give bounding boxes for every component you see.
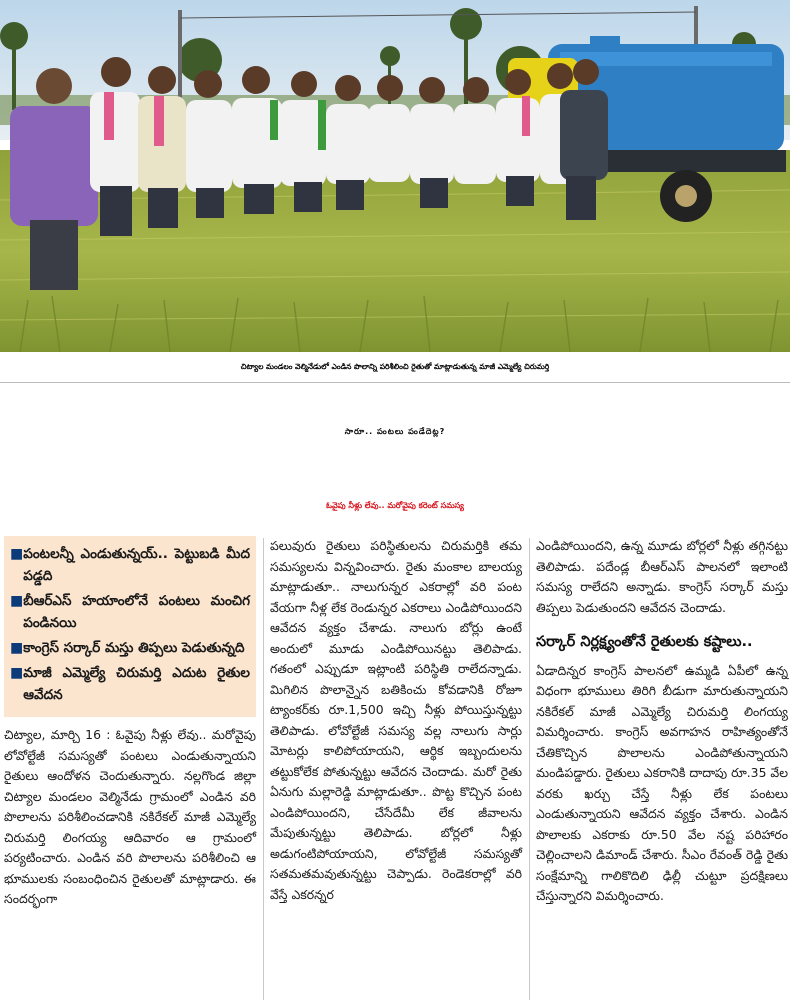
article-column-2 [270,536,522,905]
highlight-item [10,590,250,634]
article-paragraph: చిట్యాల, మార్చి 16 : ఓవైపు నీళ్లు లేవు.. మరోవైపు లోవోల్టేజీ సమస్యతో పంటలు ఎండుతున్నాయని రైతులు ఆందోళన చెందుతున్నారు. నల్లగొండ జిల్లా చిట్యాల మండలం వెల్మినేడు గ్రామంలో ఎండిన వరి పొలాలను పరిశీలించడానికి నకిరేకల్ మాజీ ఎమ్మెల్యే చిరుమర్తి లింగయ్య ఆదివారం ఆ గ్రామంలో పర్యటించారు. ఎండిన వరి పొలాలను పరిశీలించి ఆ భూములకు సంబంధించిన రైతులతో మాట్లాడారు. ఈ సందర్భంగా [4,727,256,906]
highlight-item [10,543,250,587]
article-paragraph: ఏడాదిన్నర కాంగ్రెస్ పాలనలో ఉమ్మడి ఏపీలో ఉన్న విధంగా భూములు తిరిగి బీడుగా మారుతున్నాయని నకిరేకల్ మాజీ ఎమ్మెల్యే చిరుమర్తి లింగయ్య విమర్శించారు. కాంగ్రెస్ అవగాహన రాహిత్యంతోనే చేతికొచ్చిన పొలాలను ఎండిపోతున్నాయని మండిపడ్డారు. రైతులు ఎకరానికి దాదాపు రూ.35 వేల వరకు ఖర్చు చేస్తే నీళ్లు లేక పంటలు ఎండుతున్నాయని ఆవేదన వ్యక్తం చేశారు. ఎండిన పొలాలకు ఎకరాకు రూ.50 వేల నష్ట పరిహారం చెల్లించాలని డిమాండ్ చేశారు. సీఎం రేవంత్ రెడ్డి రైతు సంక్షేమాన్ని గాలికొదిలి ఢిల్లీ చుట్టూ ప్రదక్షిణలు చేస్తున్నారని విమర్శించారు. [536,662,788,903]
article-column-3 [536,536,788,907]
bullet-icon: ■ [10,546,24,562]
highlight-item [10,662,250,706]
highlight-text: కాంగ్రెస్ సర్కార్ మస్తు తిప్పలు పెడుతున్నది [23,640,245,656]
section-subheading: సర్కార్ నిర్లక్ష్యంతోనే రైతులకు కష్టాలు.. [536,634,753,650]
sub-headline: ఓవైపు నీళ్లు లేవు.. మరోవైపు కరెంట్ సమస్య [326,500,464,510]
bullet-icon: ■ [10,665,24,681]
highlights-box [4,536,256,717]
column-divider [529,538,530,1000]
article-column-1 [4,536,256,910]
article-paragraph: పలువురు రైతులు పరిస్థితులను చిరుమర్తికి తమ సమస్యలను విన్నవించారు. రైతు మంకాల బాలయ్య మాట్లాడుతూ.. నాలుగున్నర ఎకరాల్లో వరి పంట వేయగా నీళ్ల లేక రెండున్నర ఎకరాలు ఎండిపోయిందని ఆవేదన వ్యక్తం చేశాడు. నాలుగు బోర్లు ఉంటే అందులో మూడు ఎండిపోయినట్టు తెలిపాడు. గతంలో ఎప్పుడూ ఇట్లాంటి పరిస్థితి రాలేదన్నాడు. మిగిలిన పొలాన్నైన బతికించు కోవడానికి రోజూ ట్యాంకర్‌కు రూ.1,500 ఇచ్చి నీళ్లు పోయిస్తున్నట్టు తెలిపాడు. లోవోల్టేజీ సమస్య వల్ల నాలుగు సార్లు మోటర్లు కాలిపోయాయని, ఆర్థిక ఇబ్బందులను తట్టుకోలేక పోతున్నట్టు ఆవేదన చెందాడు. మరో రైతు ఏనుగు మల్లారెడ్డి మాట్లాడుతూ.. పొట్ట కొచ్చిన పంట ఎండిపోయిందని, చేసేదేమీ లేక జీవాలను మేపుతున్నట్టు తెలిపాడు. బోర్లలో నీళ్లు అడుగంటిపోయాయని, లోవోల్టేజీ సమస్యతో సతమతమవుతున్నట్టు చెప్పాడు. రెండెకరాల్లో వరి వేస్తే ఎకరన్నర [270,538,522,902]
highlight-text: పంటలన్నీ ఎండుతున్నయ్.. పెట్టుబడి మీద పడ్డది [23,546,250,584]
news-photo [0,0,790,352]
bullet-icon: ■ [10,640,24,656]
photo-caption: చిట్యాల మండలం వెల్మినేడులో ఎండిన పొలాన్ని పరిశీలించి రైతుతో మాట్లాడుతున్న మాజీ ఎమ్మెల్యే చిరుమర్తి [0,352,790,383]
highlight-item [10,637,250,659]
highlight-text: మాజీ ఎమ్మెల్యే చిరుమర్తి ఎదుట రైతుల ఆవేదన [23,665,250,703]
column-divider [263,538,264,1000]
bullet-icon: ■ [10,593,24,609]
main-headline: సారూ.. పంటలు పండేదెట్ల? [344,426,446,436]
article-paragraph: ఎండిపోయిందని, ఉన్న మూడు బోర్లలో నీళ్లు తగ్గినట్టు తెలిపాడు. పదేండ్ల బీఆర్ఎస్ పాలనలో ఇలాంటి సమస్య రాలేదని అన్నాడు. కాంగ్రెస్ సర్కార్ మస్తు తిప్పలు పెడుతుందని ఆవేదన చెందాడు. [536,538,788,615]
highlight-text: బీఆర్ఎస్ హయాంలోనే పంటలు మంచిగ పండినయి [23,593,250,631]
